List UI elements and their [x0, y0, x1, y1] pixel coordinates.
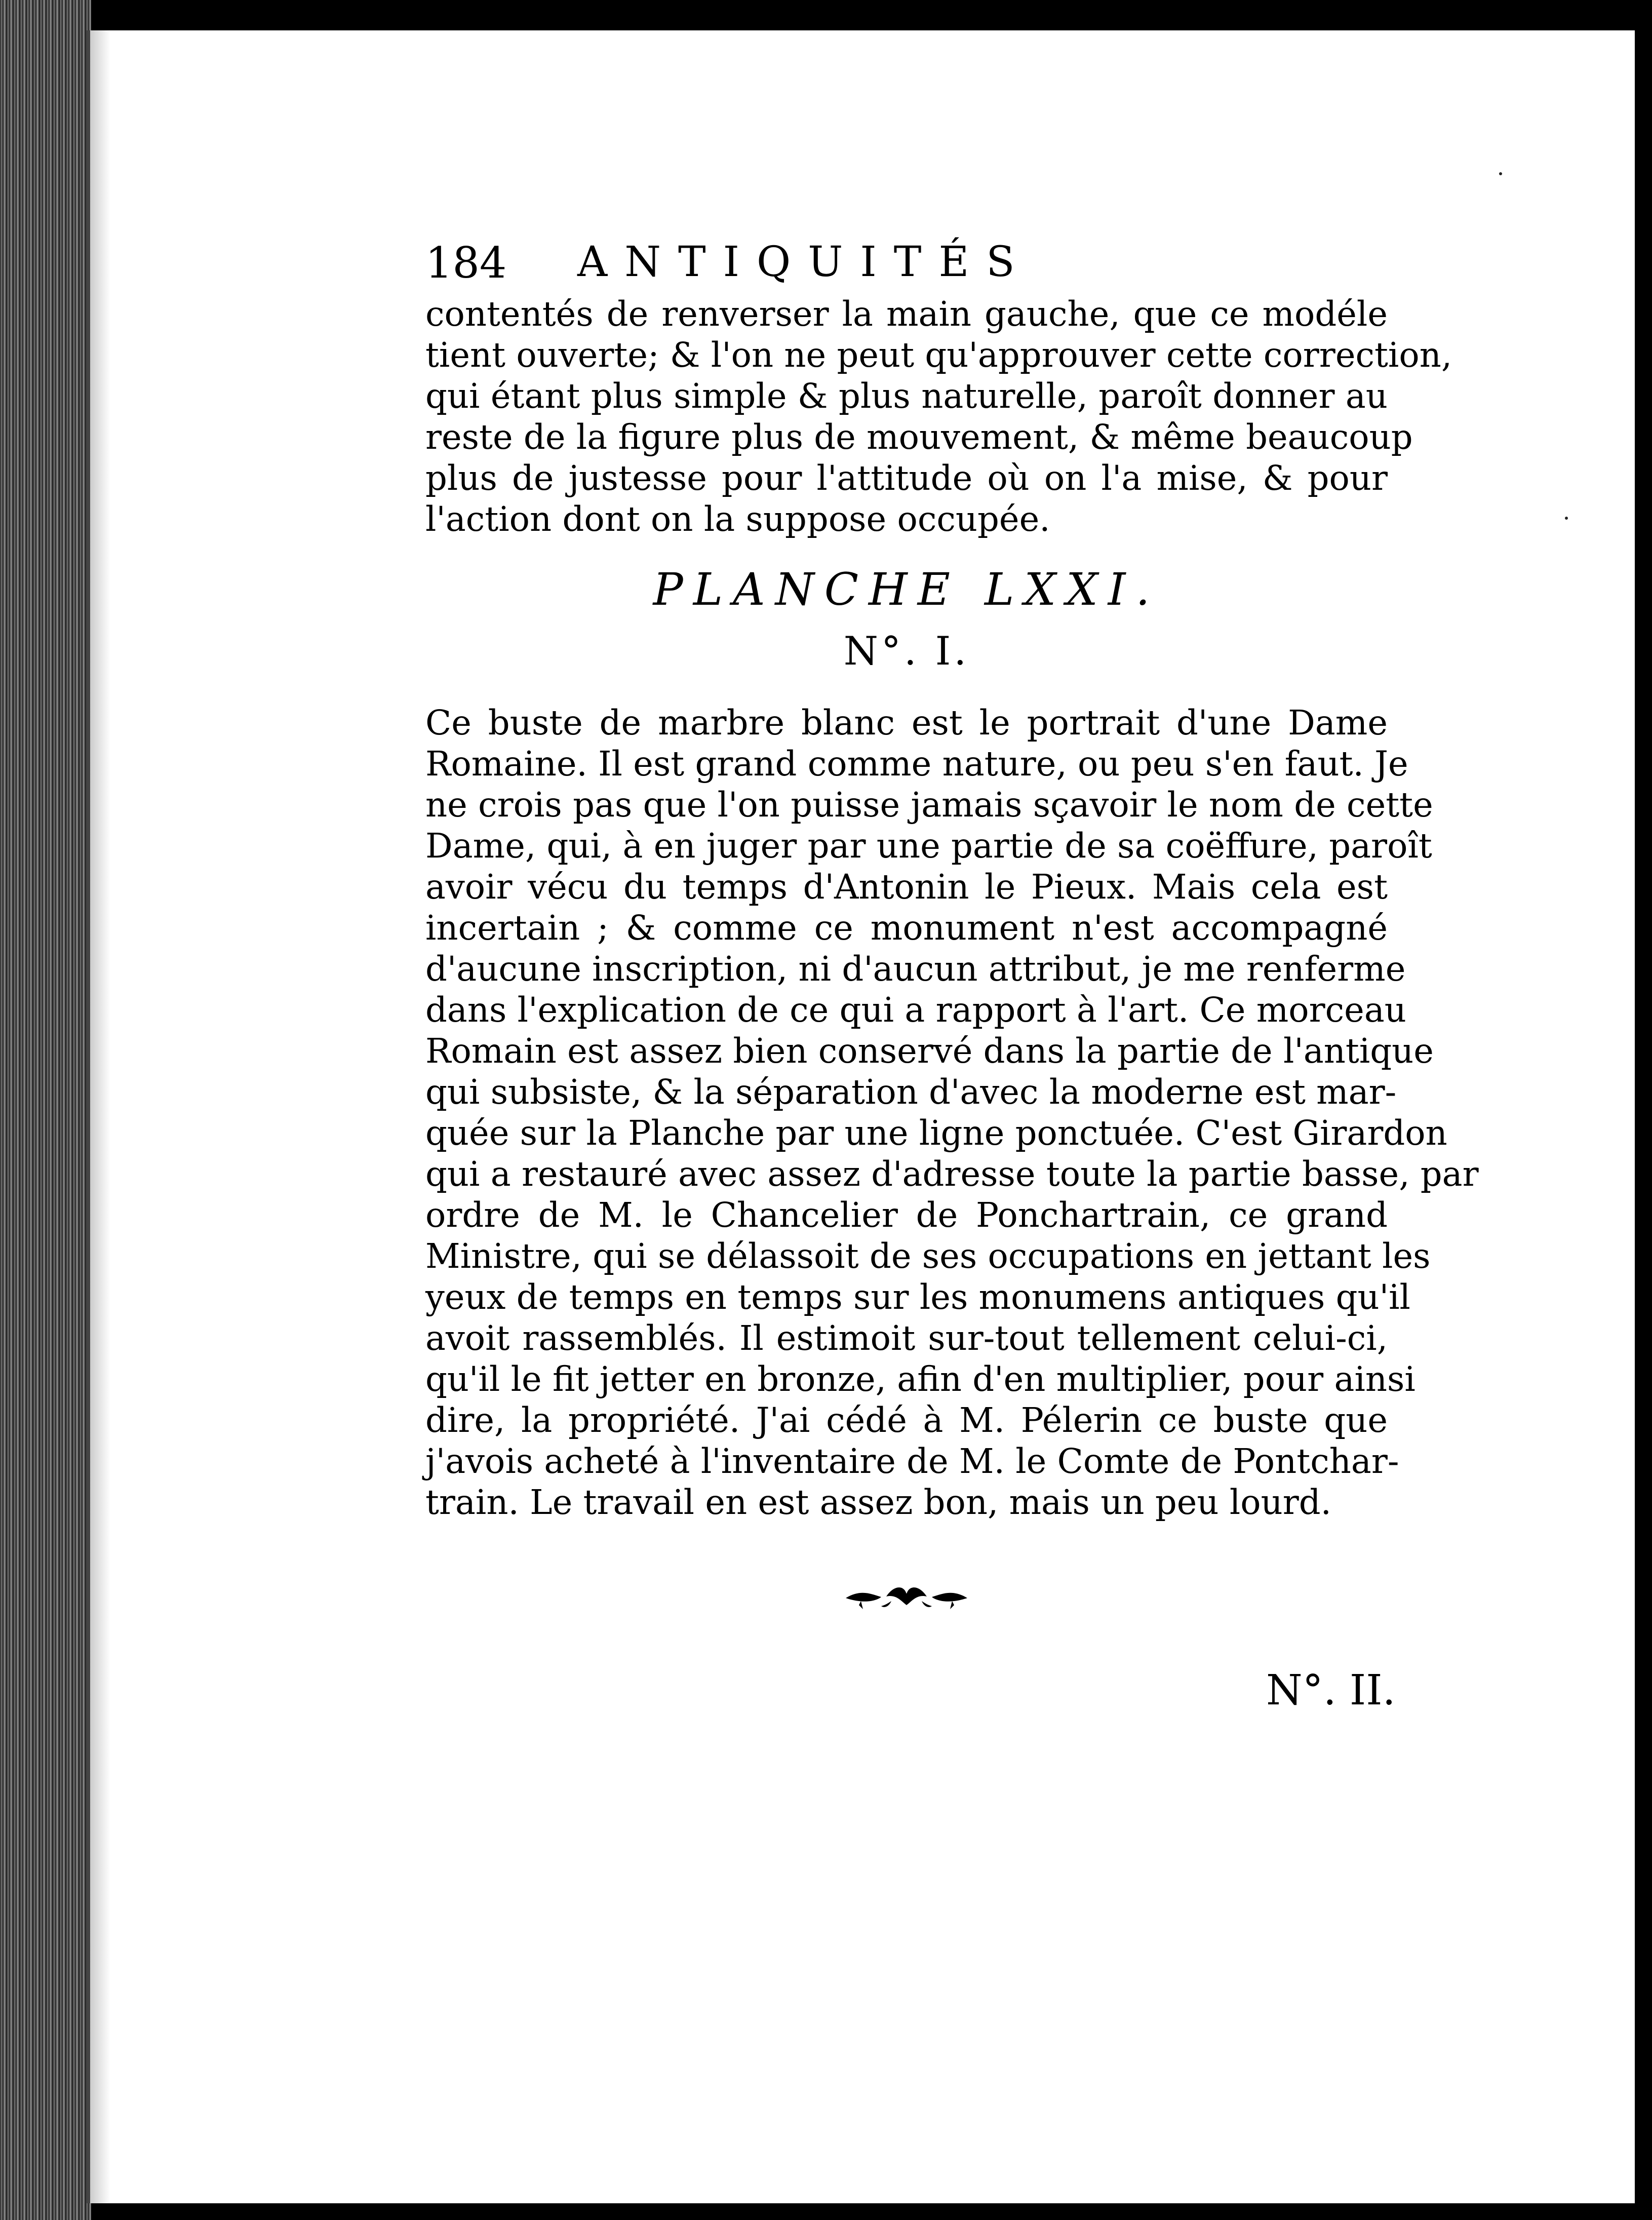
text-line: Dame, qui, à en juger par une partie de sa coëffure, paroît: [425, 826, 1432, 866]
body-paragraph: [425, 703, 1479, 1523]
text-line: qui subsiste, & la séparation d'avec la moderne est mar-: [425, 1072, 1397, 1112]
text-line: j'avois acheté à l'inventaire de M. le Comte de Pontchar-: [425, 1442, 1399, 1481]
text-line: incertain ; & comme ce monument n'est accompagné: [425, 908, 1388, 948]
text-line: qu'il le fit jetter en bronze, afin d'en multiplier, pour ainsi: [425, 1359, 1415, 1399]
text-line: avoir vécu du temps d'Antonin le Pieux. Mais cela est: [425, 867, 1388, 907]
scan-speck: [1565, 517, 1568, 520]
text-line: ne crois pas que l'on puisse jamais sçavoir le nom de cette: [425, 785, 1433, 825]
text-line: Romaine. Il est grand comme nature, ou peu s'en faut. Je: [425, 744, 1408, 784]
scan-speck: [1499, 172, 1502, 175]
text-line: tient ouverte; & l'on ne peut qu'approuver cette correction,: [425, 335, 1452, 375]
text-line: Ce buste de marbre blanc est le portrait d'une Dame: [425, 703, 1388, 743]
continuation-paragraph: [425, 294, 1452, 540]
text-line: plus de justesse pour l'attitude où on l'a mise, & pour: [425, 458, 1388, 498]
text-line: reste de la figure plus de mouvement, & même beaucoup: [425, 417, 1413, 457]
text-line: ordre de M. le Chancelier de Ponchartrain, ce grand: [425, 1195, 1388, 1235]
text-line: qui a restauré avec assez d'adresse toute la partie basse, par: [425, 1154, 1479, 1194]
text-line: quée sur la Planche par une ligne ponctuée. C'est Girardon: [425, 1113, 1447, 1153]
text-line: l'action dont on la suppose occupée.: [425, 499, 1050, 539]
text-line: avoit rassemblés. Il estimoit sur-tout tellement celui-ci,: [425, 1318, 1388, 1358]
running-title: ANTIQUITÉS: [577, 238, 1032, 286]
text-line: yeux de temps en temps sur les monumens antiques qu'il: [425, 1277, 1410, 1317]
text-block: [425, 223, 1479, 1616]
text-line: dans l'explication de ce qui a rapport à l'art. Ce morceau: [425, 990, 1406, 1030]
number-heading: N°. I.: [843, 629, 970, 674]
running-head: [425, 223, 1388, 294]
page-number: 184: [425, 238, 507, 288]
text-line: Romain est assez bien conservé dans la partie de l'antique: [425, 1031, 1434, 1071]
text-line: d'aucune inscription, ni d'aucun attribut, je me renferme: [425, 949, 1406, 989]
text-line: qui étant plus simple & plus naturelle, paroît donner au: [425, 376, 1388, 416]
gutter-shadow: [90, 30, 110, 2203]
text-line: contentés de renverser la main gauche, que ce modéle: [425, 294, 1388, 334]
text-line: dire, la propriété. J'ai cédé à M. Pélerin ce buste que: [425, 1400, 1388, 1440]
catchword: N°. II.: [1266, 1666, 1396, 1715]
book-page-edges: [0, 0, 91, 2220]
text-line: Ministre, qui se délassoit de ses occupations en jettant les: [425, 1236, 1431, 1276]
text-line: train. Le travail en est assez bon, mais un peu lourd.: [425, 1483, 1331, 1522]
plate-heading: PLANCHE LXXI.: [653, 563, 1160, 615]
fleuron-ornament-icon: [425, 1579, 1388, 1616]
